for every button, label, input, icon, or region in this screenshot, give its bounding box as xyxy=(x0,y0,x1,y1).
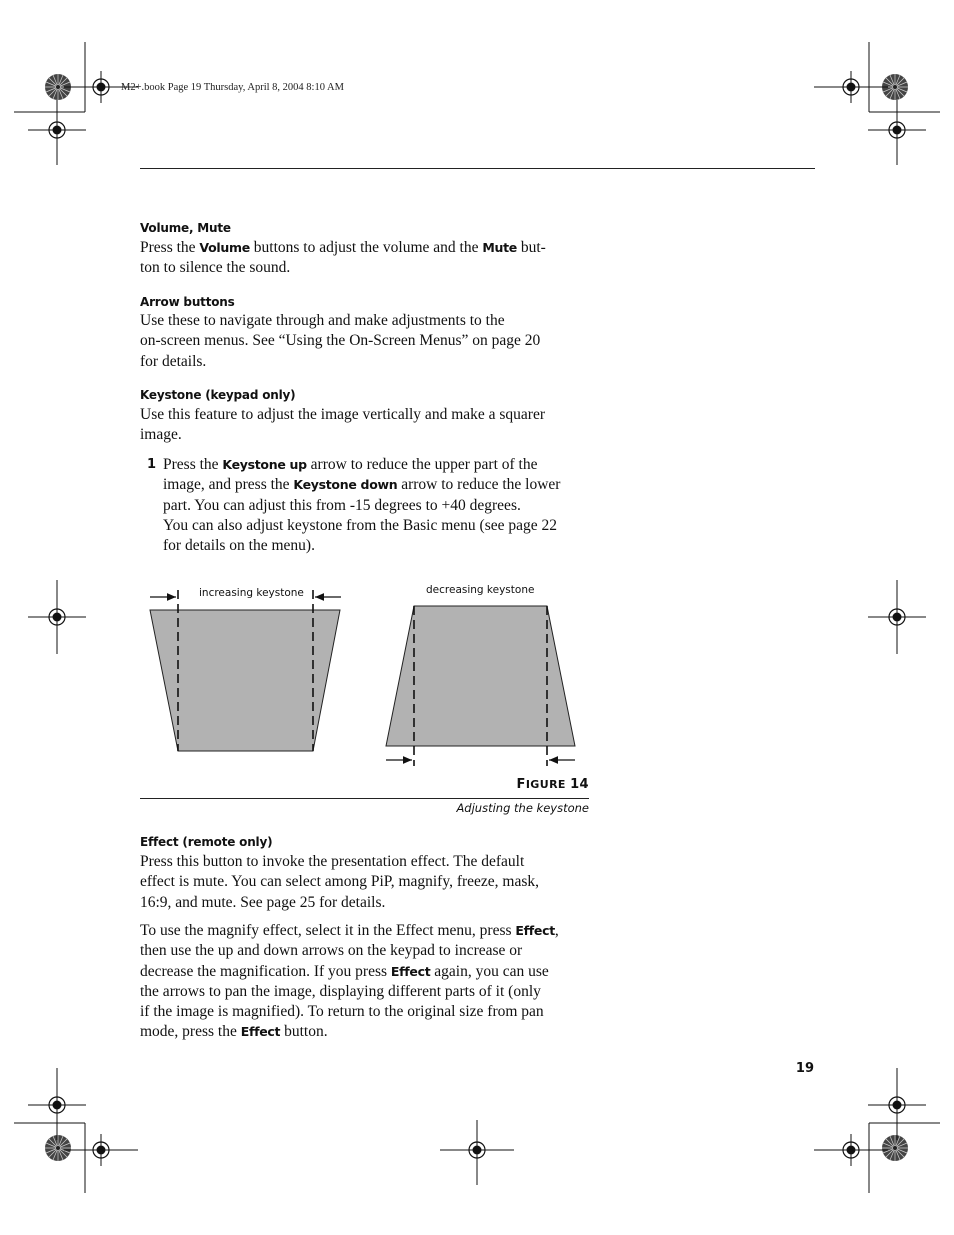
file-slug: M2+.book Page 19 Thursday, April 8, 2004 8:10 AM xyxy=(121,82,344,93)
keystone-down-key: Keystone down xyxy=(293,477,398,493)
decreasing-keystone-label: decreasing keystone xyxy=(426,584,535,596)
section-heading: Keystone (keypad only) xyxy=(140,388,296,402)
text-run: but- xyxy=(516,239,546,256)
figure-title-initial: F xyxy=(516,777,526,792)
figure-title-word: IGURE xyxy=(525,778,571,791)
text-run: mode, press the xyxy=(140,1023,241,1041)
effect-key: Effect xyxy=(240,1024,281,1040)
text-line: 16:9, and mute. See page 25 for details. xyxy=(140,893,386,911)
keystone-up-key: Keystone up xyxy=(222,457,307,472)
figure-rule xyxy=(140,798,589,799)
section-heading: Volume, Mute xyxy=(140,221,231,235)
text-run: Press the xyxy=(140,239,200,256)
section-effect xyxy=(140,835,592,849)
section-heading: Effect (remote only) xyxy=(140,835,273,849)
text-run: image, and press the xyxy=(163,476,294,494)
effect-text-2 xyxy=(140,921,592,1043)
text-run: Press the xyxy=(163,456,223,473)
step-number: 1 xyxy=(147,457,157,472)
text-run: , xyxy=(554,922,559,939)
text-line: for details on the menu). xyxy=(163,537,315,555)
text-run: arrow to reduce the upper part of the xyxy=(306,456,538,473)
text-run: again, you can use xyxy=(430,962,549,980)
section-heading: Arrow buttons xyxy=(140,295,235,309)
text-line: effect is mute. You can select among PiP, magnify, freeze, mask, xyxy=(140,873,540,891)
text-line: You can also adjust keystone from the Basic menu (see page 22 xyxy=(163,516,558,534)
effect-key: Effect xyxy=(515,923,555,938)
figure-number: 14 xyxy=(570,777,589,792)
text-line: part. You can adjust this from -15 degrees to +40 degrees. xyxy=(163,496,521,514)
increasing-keystone-label: increasing keystone xyxy=(199,587,304,599)
text-run: buttons to adjust the volume and the xyxy=(249,239,483,256)
text-line: for details. xyxy=(140,352,207,370)
figure-caption: Adjusting the keystone xyxy=(456,801,589,815)
effect-key: Effect xyxy=(390,963,431,979)
text-line: ton to silence the sound. xyxy=(140,259,291,277)
page-number: 19 xyxy=(795,1061,814,1076)
volume-key: Volume xyxy=(199,240,250,255)
text-run: To use the magnify effect, select it in the Effect menu, press xyxy=(140,922,516,939)
text-line: on-screen menus. See “Using the On-Screen Menus” on page 20 xyxy=(140,332,541,350)
text-line: then use the up and down arrows on the keypad to increase or xyxy=(140,942,523,960)
text-run: decrease the magnification. If you press xyxy=(140,962,391,980)
text-line: if the image is magnified). To return to the original size from pan xyxy=(140,1003,544,1021)
text-run: button. xyxy=(280,1023,328,1041)
text-run: arrow to reduce the lower xyxy=(397,476,561,494)
figure-title xyxy=(440,777,589,792)
effect-text-1 xyxy=(140,852,592,913)
text-line: the arrows to pan the image, displaying different parts of it (only xyxy=(140,982,541,1000)
text-line: Press this button to invoke the presentation effect. The default xyxy=(140,853,525,870)
text-line: Use this feature to adjust the image vertically and make a squarer xyxy=(140,406,545,423)
text-line: Use these to navigate through and make adjustments to the xyxy=(140,312,505,329)
mute-key: Mute xyxy=(482,240,517,255)
text-line: image. xyxy=(140,426,182,444)
